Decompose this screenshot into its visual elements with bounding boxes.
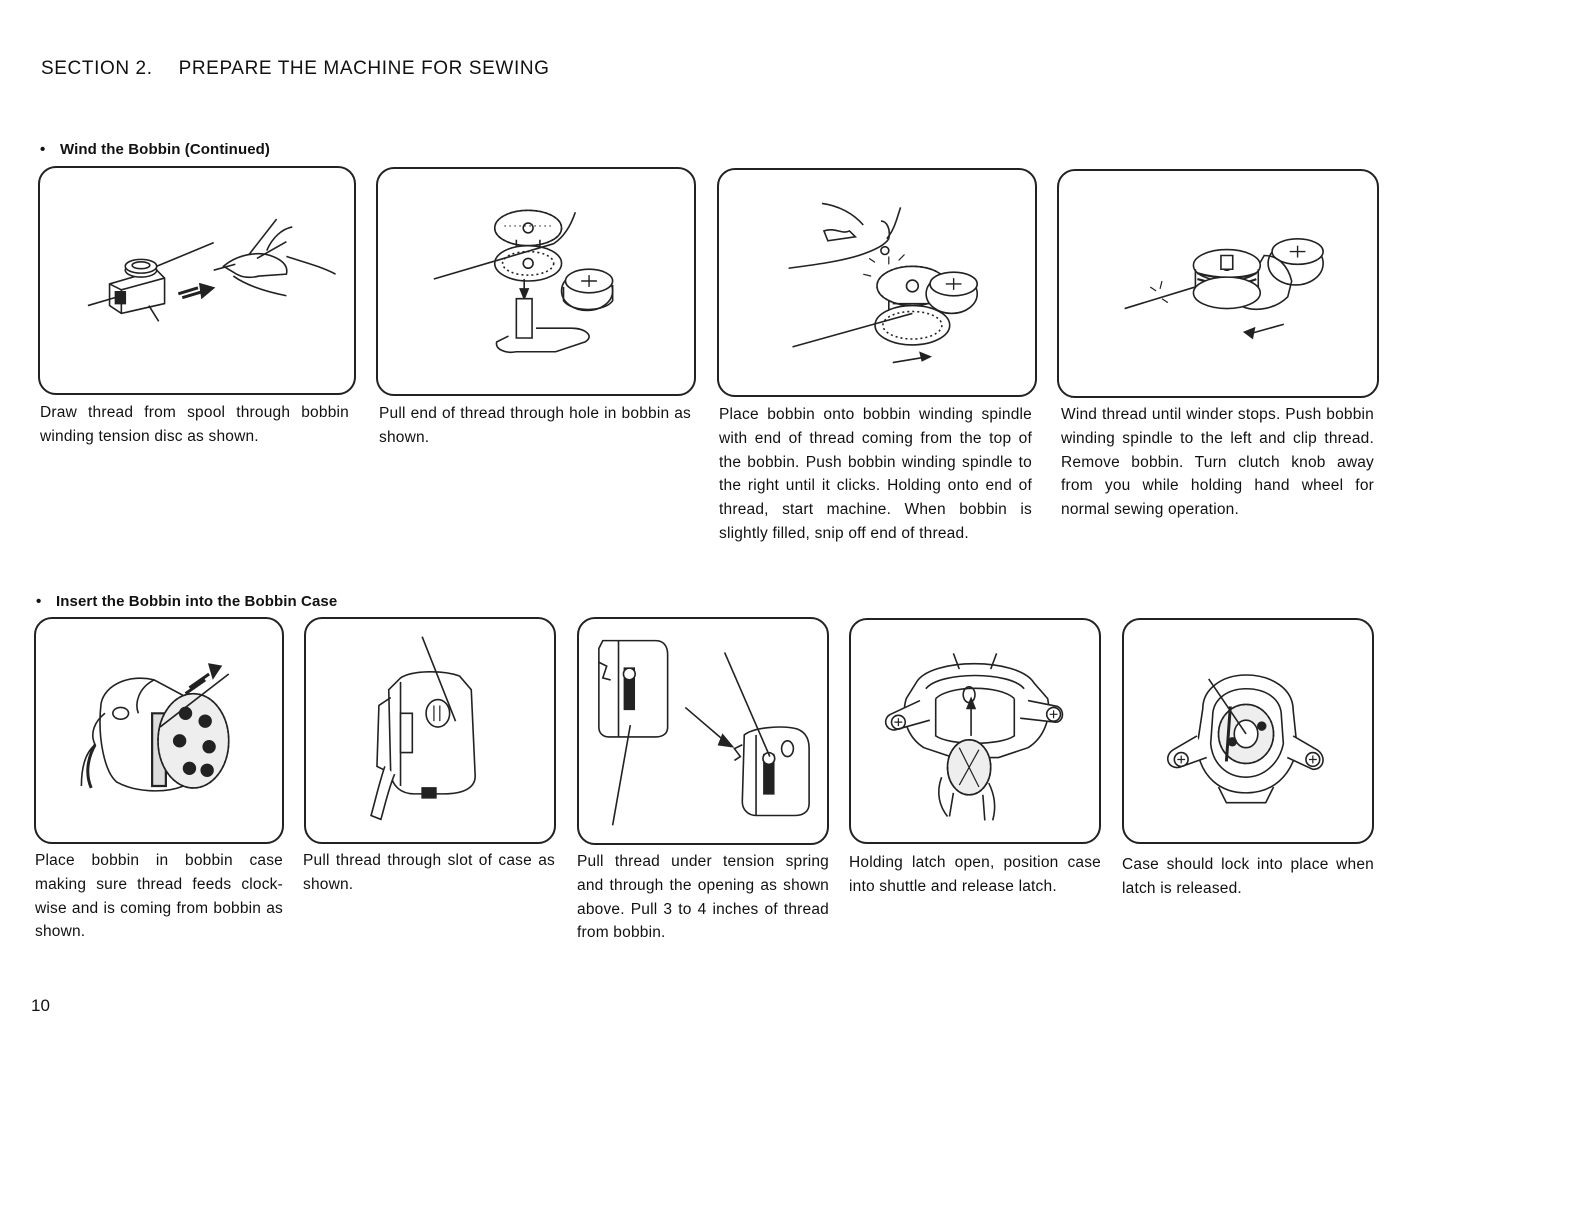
insert-bobbin-heading: [36, 593, 337, 610]
lock-case-illustration: [1124, 620, 1372, 842]
bullet: •: [40, 141, 46, 158]
illustration-wind-thread: [1057, 169, 1379, 398]
illustration-tension-spring: [577, 617, 829, 845]
bobbin-hole-illustration: [378, 169, 694, 394]
illustration-draw-thread: [38, 166, 356, 395]
illustration-place-in-case: [34, 617, 284, 844]
caption-shuttle: Holding latch open, position case into shuttle and release latch.: [849, 854, 1101, 895]
slot-of-case-illustration: [306, 619, 554, 842]
tension-spring-illustration: [579, 619, 827, 843]
bullet: •: [36, 593, 42, 610]
caption-tension-spring: Pull thread under tension spring and through the opening as shown above. Pull 3 to 4 inches of thread from bobbin.: [577, 853, 829, 942]
caption-bobbin-hole: Pull end of thread through hole in bobbin as shown.: [379, 405, 691, 446]
wind-bobbin-heading: [40, 141, 270, 158]
caption-draw-thread: Draw thread from spool through bobbin winding tension disc as shown.: [40, 404, 349, 445]
section-title: PREPARE THE MACHINE FOR SEWING: [178, 58, 550, 79]
page-number: 10: [31, 996, 50, 1015]
illustration-lock-case: [1122, 618, 1374, 844]
wind-bobbin-heading-text: Wind the Bobbin (Continued): [60, 141, 271, 158]
insert-bobbin-heading-text: Insert the Bobbin into the Bobbin Case: [56, 593, 338, 610]
caption-lock-case: Case should lock into place when latch is released.: [1122, 856, 1374, 897]
section-label: SECTION 2.: [41, 58, 153, 79]
illustration-place-bobbin: [717, 168, 1037, 397]
caption-place-bobbin: Place bobbin onto bobbin winding spindle with end of thread coming from the top of the bobbin. Push bobbin winding spindle to the right until it clicks. Holding onto end of thread, start machine. When bobbin is slightly filled, snip off end of thread.: [719, 406, 1032, 542]
illustration-shuttle: [849, 618, 1101, 844]
bobbin-case-illustration: [36, 619, 282, 842]
illustration-bobbin-hole: [376, 167, 696, 396]
shuttle-illustration: [851, 620, 1099, 842]
page-title: [41, 58, 550, 80]
place-bobbin-illustration: [719, 170, 1035, 395]
caption-slot-of-case: Pull thread through slot of case as shown.: [303, 852, 555, 893]
caption-place-in-case: Place bobbin in bobbin case making sure thread feeds clock-wise and is coming from bobbin as shown.: [35, 852, 283, 941]
caption-wind-thread: Wind thread until winder stops. Push bobbin winding spindle to the left and clip thread. Remove bobbin. Turn clutch knob away from you while holding hand wheel for normal sewing operation.: [1061, 406, 1374, 519]
wind-thread-illustration: [1059, 171, 1377, 396]
tension-disc-illustration: [40, 168, 354, 393]
illustration-slot-of-case: [304, 617, 556, 844]
